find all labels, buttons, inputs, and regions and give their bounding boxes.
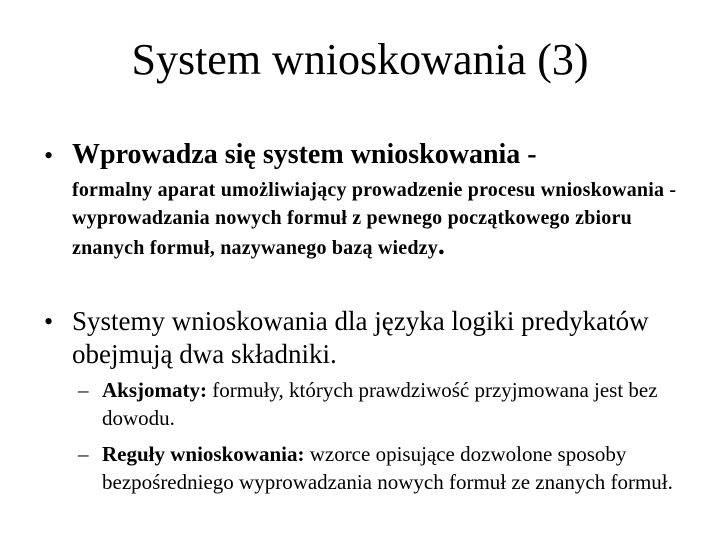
sub-bullet-marker: – <box>78 442 89 466</box>
bullet-body <box>72 138 692 262</box>
sub-bullet-term: Aksjomaty: <box>102 378 207 402</box>
bullet-marker: • <box>44 307 54 336</box>
bullet-text: Systemy wnioskowania dla języka logiki predykatów obejmują dwa składniki. <box>72 306 649 369</box>
bullet-lead-text: Wprowadza się system wnioskowania - <box>72 139 537 170</box>
sub-bullet-text: wzorce opisujące dozwolone sposoby bezpośredniego wyprowadzania nowych formuł ze znanych formuł. <box>102 442 673 494</box>
sub-bullet-term: Reguły wnioskowania: <box>102 442 305 466</box>
bullet-definition <box>72 176 692 262</box>
sub-bullet-body <box>102 376 692 432</box>
bullet-definition-text: formalny aparat umożliwiający prowadzenie procesu wnioskowania - wyprowadzania nowych formuł z pewnego początkowego zbioru znanych formuł, nazywanego bazą wiedzy <box>72 179 677 259</box>
bullet-marker: • <box>44 141 54 170</box>
sub-bullet-text: formuły, których prawdziwość przyjmowana jest bez dowodu. <box>102 378 658 430</box>
bullet-definition-period: . <box>437 230 446 261</box>
sub-bullet-marker: – <box>78 378 89 402</box>
sub-bullet-body <box>102 440 692 496</box>
slide-title: System wnioskowania (3) <box>131 35 589 84</box>
